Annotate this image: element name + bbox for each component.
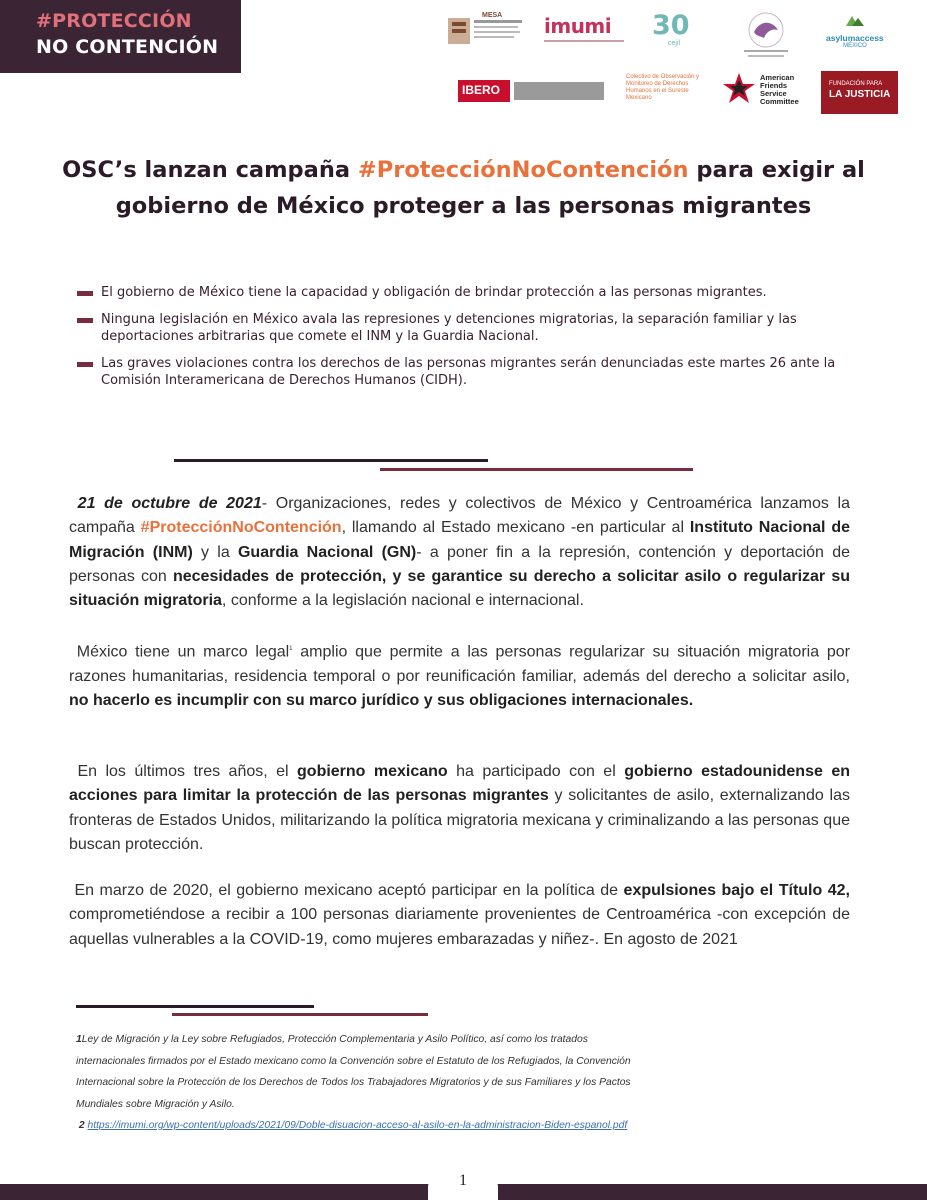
footnote-number: 1 — [76, 1034, 82, 1045]
footnote-ref: 1 — [289, 646, 293, 652]
title-hashtag: #ProtecciónNoContención — [357, 157, 689, 183]
intro-paragraph — [69, 492, 850, 613]
asylum-access-text: asylumaccess — [826, 33, 884, 43]
cejil-logo — [652, 12, 700, 52]
bold-text: gobierno mexicano — [297, 763, 448, 780]
mesa-logo-text: MESA — [482, 12, 503, 19]
paragraph-text: y la — [192, 543, 238, 561]
afsc-logo-text: American Friends Service Committee — [760, 73, 799, 106]
paragraph-text: México tiene un marco legal — [76, 643, 290, 661]
title42-paragraph — [69, 879, 850, 952]
fundacion-justicia-logo — [821, 71, 898, 114]
paragraph-text: amplio que permite a las personas regularizar su situación migratoria por razones humanitarias, residencia temporal o por reunificación familiar, además del derecho a solicitar asilo, — [69, 643, 850, 685]
key-point-text: Las graves violaciones contra los derechos de las personas migrantes serán denunciadas este martes 26 ante la Comisión Interamericana de Derechos Humanos (CIDH). — [101, 356, 836, 388]
paragraph-text: , conforme a la legislación nacional e internacional. — [221, 592, 584, 610]
footnote-text: Ley de Migración y la Ley sobre Refugiados, Protección Complementaria y Asilo Político, así como los tratados internacionales firmados por el Estado mexicano como la Convención sobre el Estatuto de los Refugiados, la Convención Internacional sobre la Protección de los Derechos de Todos los Trabajadores Migratorios y de sus Familiares y los Pactos Mundiales sobre Migración y Asilo. — [76, 1034, 631, 1110]
badge-line-2: NO CONTENCIÓN — [36, 36, 219, 58]
ibero-logo-text: IBERO — [462, 83, 501, 97]
page-title — [20, 152, 907, 224]
asylum-access-logo — [826, 14, 892, 50]
government-paragraph — [69, 760, 850, 857]
bold-text: Guardia Nacional (GN) — [237, 543, 417, 561]
footnote-link[interactable]: https://imumi.org/wp-content/uploads/2021/09/Doble-disuacion-acceso-al-asilo-en-la-administracion-Biden-espanol.pdf — [87, 1120, 628, 1131]
paragraph-text: En los últimos tres años, el — [77, 763, 298, 780]
afsc-logo — [722, 72, 804, 108]
badge-line-1: #PROTECCIÓN — [36, 10, 192, 32]
fundacion-line-2: LA JUSTICIA — [829, 89, 891, 100]
bold-text: no hacerlo es incumplir con su marco jurídico y sus obligaciones internacionales. — [69, 691, 694, 709]
mesa-logo — [448, 12, 524, 48]
bold-text: expulsiones bajo el Título 42, — [623, 882, 851, 899]
paragraph-text: y solicitantes de asilo, externalizando las fronteras de Estados Unidos, militarizando la política migratoria mexicana y criminalizando a las personas que buscan protección. — [69, 787, 850, 853]
footnote-divider-maroon — [172, 1013, 428, 1016]
dove-logo — [736, 10, 796, 60]
asylum-access-sub: MÉXICO — [843, 43, 867, 49]
bullet-dash-icon — [77, 318, 93, 323]
footnote-1 — [76, 1029, 646, 1115]
campaign-badge — [0, 0, 241, 73]
footnotes — [76, 1029, 646, 1137]
colectivo-logo-text: Colectivo de Observación y Monitoreo de Derechos Humanos en el Sureste Mexicano — [626, 74, 700, 101]
page-number: 1 — [459, 1172, 467, 1189]
footnote-divider-dark — [76, 1005, 314, 1008]
paragraph-text: comprometiéndose a recibir a 100 personas diariamente provenientes de Centroamérica -con excepción de aquellas vulnerables a la COVID-19, como mujeres embarazadas y niñez-. En agosto de 2021 — [69, 906, 850, 948]
bold-text: necesidades de protección, y se garantice su derecho a solicitar asilo o regularizar su situación migratoria — [69, 567, 850, 610]
bold-text: gobierno estadounidense en acciones para limitar la protección de las personas migrantes — [69, 763, 850, 805]
key-point-item — [74, 355, 854, 389]
imumi-logo-text: imumi — [544, 14, 612, 38]
divider-dark — [174, 459, 488, 462]
imumi-logo — [544, 14, 626, 48]
title-part-2: para exigir al gobierno de México proteger a las personas migrantes — [115, 157, 865, 219]
bold-text: Instituto Nacional de Migración (INM) — [69, 519, 851, 561]
cejil-logo-number: 30 — [652, 10, 690, 41]
bullet-dash-icon — [77, 362, 93, 367]
legal-framework-paragraph — [69, 637, 850, 713]
key-points-list — [74, 284, 854, 399]
ibero-logo — [458, 80, 604, 102]
paragraph-text: - a poner fin a la represión, contención y deportación de personas con — [69, 543, 850, 585]
date-text: 21 de octubre de 2021 — [77, 495, 262, 512]
title-part-1: OSC’s lanzan campaña — [62, 157, 358, 183]
fundacion-line-1: FUNDACIÓN PARA — [829, 81, 883, 87]
key-point-text: El gobierno de México tiene la capacidad y obligación de brindar protección a las personas migrantes. — [101, 285, 767, 300]
cejil-logo-text: cejil — [668, 40, 681, 47]
footnote-number: 2 — [78, 1120, 85, 1131]
paragraph-text: , llamando al Estado mexicano -en particular al — [341, 519, 690, 537]
divider-maroon — [380, 468, 693, 471]
paragraph-text: ha participado con el — [447, 763, 625, 780]
paragraph-text: - Organizaciones, redes y colectivos de México y Centroamérica lanzamos la campaña — [69, 495, 851, 537]
paragraph-text: En marzo de 2020, el gobierno mexicano aceptó participar en la política de — [74, 882, 624, 899]
campaign-hashtag: #ProtecciónNoContención — [140, 519, 342, 537]
key-point-item — [74, 311, 854, 345]
colectivo-logo — [626, 74, 702, 110]
bullet-dash-icon — [77, 291, 93, 296]
key-point-text: Ninguna legislación en México avala las represiones y detenciones migratorias, la separación familiar y las deportaciones arbitrarias que comete el INM y la Guardia Nacional. — [101, 312, 797, 344]
footnote-2 — [76, 1115, 646, 1137]
key-point-item — [74, 284, 854, 301]
